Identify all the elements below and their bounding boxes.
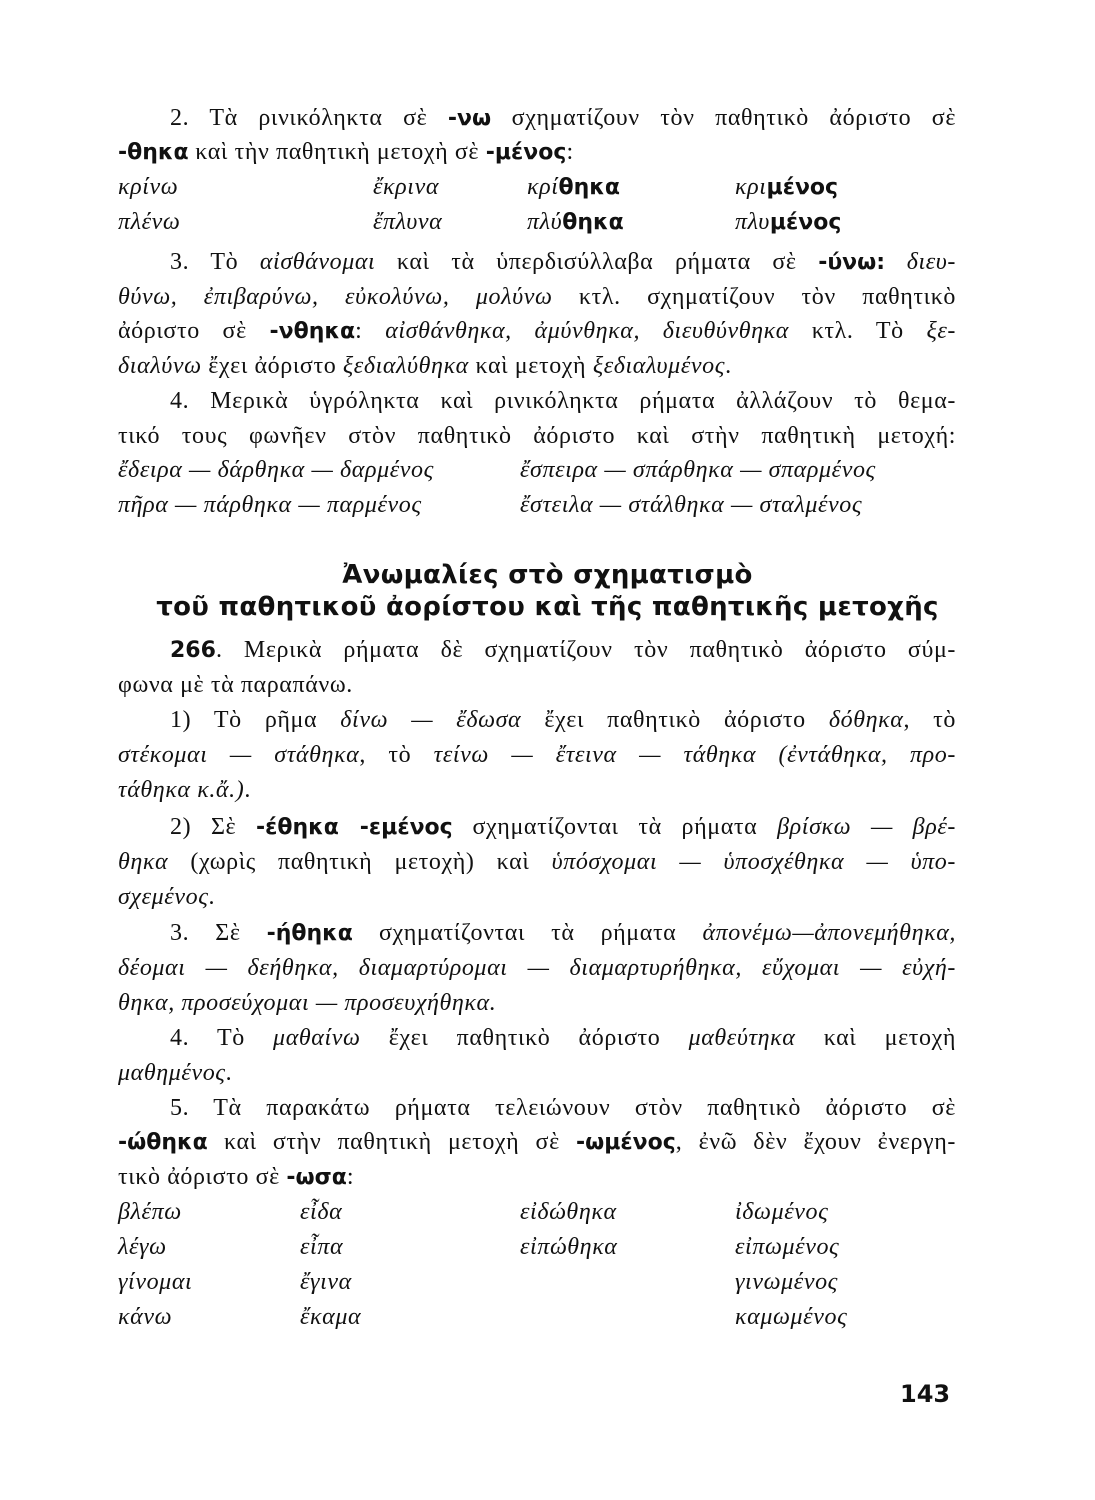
table-cell xyxy=(300,1299,361,1335)
text-run: τικὸ ἀόριστο σὲ xyxy=(118,1164,287,1190)
table-cell xyxy=(118,204,180,240)
table-row xyxy=(118,1264,956,1300)
text-line xyxy=(118,1020,956,1056)
text-line xyxy=(118,1124,956,1160)
italic-example: ἀπονέμω—ἀπονεμήθηκα, xyxy=(702,920,956,946)
text-line xyxy=(118,1090,956,1126)
italic-example: ἔπλυνα xyxy=(373,209,443,235)
table-cell xyxy=(735,1194,828,1230)
table-cell xyxy=(735,1264,838,1300)
text-run: ἀόριστο σὲ xyxy=(118,318,270,344)
table-cell xyxy=(735,1229,839,1265)
text-run: καὶ στὴν παθητικὴ μετοχὴ σὲ xyxy=(207,1129,576,1155)
text-run: ἔχει παθητικὸ ἀόριστο xyxy=(521,707,829,733)
text-line xyxy=(118,772,956,808)
text-line xyxy=(118,632,956,668)
table-cell xyxy=(520,1194,617,1230)
italic-example: μαθημένος xyxy=(118,1060,226,1086)
italic-example: βλέπω xyxy=(118,1199,182,1225)
italic-example: σχεμένος xyxy=(118,884,209,910)
table-cell xyxy=(735,204,841,241)
italic-example: αἰσθάνθηκα, ἀμύνθηκα, διευθύνθηκα xyxy=(385,318,789,344)
text-run: ἔχει ἀόριστο xyxy=(201,353,343,379)
text-run: 1) Τὸ ρῆμα xyxy=(170,707,341,733)
table-row xyxy=(118,452,956,488)
italic-example: γινωμένος xyxy=(735,1269,839,1295)
text-line xyxy=(118,879,956,915)
text-run: : xyxy=(346,1164,355,1190)
table-row xyxy=(118,487,956,523)
italic-example: κάνω xyxy=(118,1304,173,1330)
table-cell xyxy=(300,1194,342,1230)
italic-example: ἔκαμα xyxy=(300,1304,362,1330)
text-run: σχηματίζονται τὰ ρήματα xyxy=(352,920,703,946)
italic-example: καμωμένος xyxy=(735,1304,848,1330)
bold-term: -θηκα xyxy=(118,140,189,165)
table-row xyxy=(118,169,956,205)
italic-example: δίνω — ἔδωσα xyxy=(340,707,522,733)
table-cell xyxy=(735,169,838,206)
text-run: . Μερικὰ ρήματα δὲ σχηματίζουν τὸν παθητικὸ ἀόριστο σύμ- xyxy=(215,637,956,663)
text-run: καὶ μετοχὴ xyxy=(468,353,593,379)
page-number: 143 xyxy=(900,1380,951,1408)
section-heading: τοῦ παθητικοῦ ἀορίστου καὶ τῆς παθητικῆς μετοχῆς xyxy=(156,592,939,622)
bold-term: -ώθηκα xyxy=(118,1130,208,1155)
table-cell xyxy=(118,487,422,523)
italic-example: πλυ xyxy=(735,209,770,235)
italic-example: κρί xyxy=(527,174,559,200)
italic-example: θύνω, ἐπιβαρύνω, εὐκολύνω, μολύνω xyxy=(118,284,553,310)
bold-term: -ωσα xyxy=(286,1165,347,1190)
text-run: , τὸ xyxy=(359,742,434,768)
text-line xyxy=(118,313,956,349)
bold-term: -ήθηκα xyxy=(266,921,353,946)
text-run: 3. Τὸ xyxy=(170,249,260,275)
italic-example: διευ- xyxy=(906,249,956,275)
table-cell xyxy=(300,1264,352,1300)
text-run: . xyxy=(725,353,732,379)
text-run: , τὸ xyxy=(903,707,956,733)
text-run: : xyxy=(566,139,574,165)
text-run: (χωρὶς παθητικὴ μετοχὴ) καὶ xyxy=(168,849,552,875)
table-cell xyxy=(118,1229,167,1265)
table-cell xyxy=(520,452,876,488)
italic-example: ξε- xyxy=(926,318,956,344)
italic-example: ξεδιαλυμένος xyxy=(592,353,726,379)
italic-example: μαθαίνω xyxy=(273,1025,361,1051)
table-cell xyxy=(735,1299,847,1335)
italic-example: εἰδώθηκα xyxy=(520,1199,617,1225)
table-cell xyxy=(118,1264,192,1300)
text-run: , ἐνῶ δὲν ἔχουν ἐνεργη- xyxy=(675,1129,956,1155)
italic-example: λέγω xyxy=(118,1234,167,1260)
text-line xyxy=(118,985,956,1021)
text-run: ἔχει παθητικὸ ἀόριστο xyxy=(360,1025,689,1051)
italic-example: θηκα, προσεύχομαι — προσευχήθηκα. xyxy=(118,990,497,1016)
table-cell xyxy=(118,1299,172,1335)
italic-example: δόθηκα xyxy=(828,707,904,733)
italic-example: τάθηκα κ.ἄ.) xyxy=(118,777,245,803)
text-line xyxy=(118,844,956,880)
text-run: κτλ. Τὸ xyxy=(788,318,927,344)
text-run: : xyxy=(355,318,386,344)
text-run: σχηματίζονται τὰ ρήματα xyxy=(452,814,778,840)
text-line xyxy=(118,702,956,738)
text-run: . xyxy=(225,1060,233,1086)
text-run: κτλ. σχηματίζουν τὸν παθητικὸ xyxy=(552,284,956,310)
italic-example: ξεδιαλύθηκα xyxy=(342,353,469,379)
section-heading: Ἀνωμαλίες στὸ σχηματισμὸ xyxy=(342,560,753,590)
italic-example: ἔσπειρα — σπάρθηκα — σπαρμένος xyxy=(520,457,876,483)
italic-example: θηκα xyxy=(118,849,169,875)
italic-example: ἔκρινα xyxy=(373,174,440,200)
bold-term: θηκα xyxy=(558,175,621,200)
italic-example: δέομαι — δεήθηκα, διαμαρτύρομαι — διαμαρτυρήθηκα, εὔχομαι — εὐχή- xyxy=(118,955,956,981)
text-line xyxy=(118,809,956,845)
table-row xyxy=(118,1229,956,1265)
italic-example: πλένω xyxy=(118,209,181,235)
italic-example: πλύ xyxy=(527,209,563,235)
table-cell xyxy=(118,452,434,488)
italic-example: ἔγινα xyxy=(300,1269,352,1295)
bold-term: -έθηκα -εμένος xyxy=(256,815,453,840)
italic-example: τείνω — ἔτεινα — τάθηκα (ἐντάθηκα, προ- xyxy=(433,742,956,768)
text-run: 4. Τὸ xyxy=(170,1025,274,1051)
italic-example: βρίσκω — βρέ- xyxy=(777,814,956,840)
text-line xyxy=(118,348,956,384)
italic-example: ἰδωμένος xyxy=(735,1199,829,1225)
text-run: καὶ τὰ ὑπερδισύλλαβα ρήματα σὲ xyxy=(375,249,819,275)
bold-term: μένος xyxy=(769,210,842,235)
bold-term: θηκα xyxy=(562,210,624,235)
italic-example: γίνομαι xyxy=(118,1269,193,1295)
text-line xyxy=(118,244,956,280)
text-run: . xyxy=(244,777,251,803)
bold-term: -μένος xyxy=(485,140,567,165)
text-run: φωνα μὲ τὰ παραπάνω. xyxy=(118,672,353,698)
text-run: 5. Τὰ παρακάτω ρήματα τελειώνουν στὸν παθητικὸ ἀόριστο σὲ xyxy=(170,1095,956,1121)
text-line xyxy=(118,383,956,419)
text-run: 4. Μερικὰ ὑγρόληκτα καὶ ρινικόληκτα ρήματα ἀλλάζουν τὸ θεμα- xyxy=(170,388,956,414)
italic-example: ἔδειρα — δάρθηκα — δαρμένος xyxy=(118,457,434,483)
italic-example: εἶπα xyxy=(300,1234,344,1260)
text-line xyxy=(118,667,956,703)
italic-example: μαθεύτηκα xyxy=(688,1025,796,1051)
italic-example: ἔστειλα — στάλθηκα — σταλμένος xyxy=(520,492,863,518)
table-cell xyxy=(527,169,620,206)
table-cell xyxy=(520,487,862,523)
table-cell xyxy=(520,1229,618,1265)
bold-term: -ωμένος xyxy=(575,1130,676,1155)
text-run: καὶ τὴν παθητικὴ μετοχὴ σὲ xyxy=(188,139,486,165)
text-run: καὶ μετοχὴ xyxy=(795,1025,956,1051)
text-run xyxy=(885,249,907,275)
italic-example: κρι xyxy=(735,174,767,200)
text-run: 2. Τὰ ρινικόληκτα σὲ xyxy=(170,105,448,131)
table-cell xyxy=(118,1194,182,1230)
bold-term: -ύνω: xyxy=(818,250,886,275)
italic-example: εἰπώθηκα xyxy=(520,1234,618,1260)
table-row xyxy=(118,1194,956,1230)
table-row xyxy=(118,204,956,240)
italic-example: ὑπόσχομαι — ὑποσχέθηκα — ὑπο- xyxy=(551,849,956,875)
bold-term: -νθηκα xyxy=(269,319,356,344)
text-run: . xyxy=(208,884,216,910)
table-cell xyxy=(300,1229,343,1265)
text-line xyxy=(118,100,956,136)
italic-example: αἰσθάνομαι xyxy=(259,249,376,275)
bold-term: 266 xyxy=(170,638,216,663)
table-cell xyxy=(373,169,439,205)
table-cell xyxy=(373,204,442,240)
text-line xyxy=(118,915,956,951)
italic-example: διαλύνω xyxy=(118,353,202,379)
italic-example: στέκομαι — στάθηκα xyxy=(118,742,360,768)
text-run: τικό τους φωνῆεν στὸν παθητικὸ ἀόριστο καὶ στὴν παθητικὴ μετοχή: xyxy=(118,423,956,449)
table-cell xyxy=(118,169,178,205)
text-line xyxy=(118,134,956,170)
bold-term: -νω xyxy=(447,106,492,131)
italic-example: πῆρα — πάρθηκα — παρμένος xyxy=(118,492,422,518)
text-line xyxy=(118,1159,956,1195)
text-line xyxy=(118,950,956,986)
table-row xyxy=(118,1299,956,1335)
bold-term: μένος xyxy=(766,175,839,200)
text-line xyxy=(118,1055,956,1091)
text-run: σχηματίζουν τὸν παθητικὸ ἀόριστο σὲ xyxy=(491,105,956,131)
text-line xyxy=(118,279,956,315)
text-line xyxy=(118,737,956,773)
text-line xyxy=(118,418,956,454)
italic-example: κρίνω xyxy=(118,174,179,200)
italic-example: εἶδα xyxy=(300,1199,343,1225)
text-run: 3. Σὲ xyxy=(170,920,267,946)
table-cell xyxy=(527,204,624,241)
text-run: 2) Σὲ xyxy=(170,814,257,840)
italic-example: εἰπωμένος xyxy=(735,1234,840,1260)
